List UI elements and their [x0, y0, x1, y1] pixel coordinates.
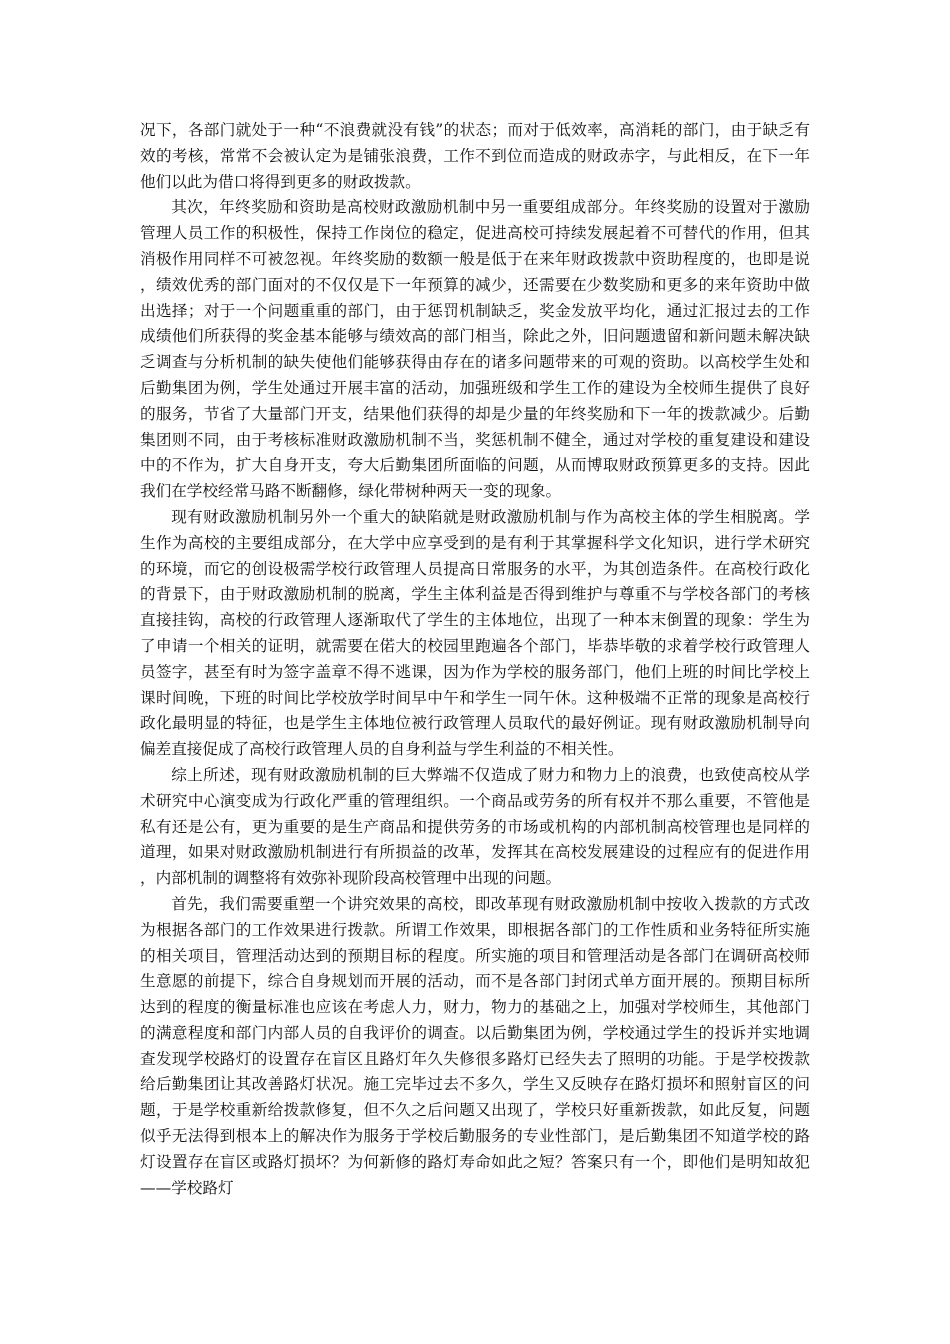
- paragraph-reform-first: 首先，我们需要重塑一个讲究效果的高校，即改革现有财政激励机制中按收入拨款的方式改为根据各部门的工作效果进行拨款。所谓工作效果，即根据各部门的工作性质和业务特征所实施的相关项目，管理活动达到的预期目标的程度。所实施的项目和管理活动是各部门在调研高校师生意愿的前提下，综合自身规划而开展的活动，而不是各部门封闭式单方面开展的。预期目标所达到的程度的衡量标准也应该在考虑人力，财力，物力的基础之上，加强对学校师生，其他部门的满意程度和部门内部人员的自我评价的调查。以后勤集团为例，学校通过学生的投诉并实地调查发现学校路灯的设置存在盲区且路灯年久失修很多路灯已经失去了照明的功能。于是学校拨款给后勤集团让其改善路灯状况。施工完毕过去不多久，学生又反映存在路灯损坏和照射盲区的问题，于是学校重新给拨款修复，但不久之后问题又出现了，学校只好重新拨款，如此反复，问题似乎无法得到根本上的解决作为服务于学校后勤服务的专业性部门，是后勤集团不知道学校的路灯设置存在盲区或路灯损坏？为何新修的路灯寿命如此之短？答案只有一个，即他们是明知故犯——学校路灯: [140, 894, 810, 1197]
- document-body: [140, 118, 810, 1201]
- paragraph-summary: 综上所述，现有财政激励机制的巨大弊端不仅造成了财力和物力上的浪费，也致使高校从学术研究中心演变成为行政化严重的管理组织。一个商品或劳务的所有权并不那么重要，不管他是私有还是公有，更为重要的是生产商品和提供劳务的市场或机构的内部机制高校管理也是同样的道理，如果对财政激励机制进行有所损益的改革，发挥其在高校发展建设的过程应有的促进作用，内部机制的调整将有效弥补现阶段高校管理中出现的问题。: [140, 765, 810, 888]
- paragraph-year-end-awards: 其次，年终奖励和资助是高校财政激励机制中另一重要组成部分。年终奖励的设置对于激励管理人员工作的积极性，保持工作岗位的稳定，促进高校可持续发展起着不可替代的作用，但其消极作用同样不可被忽视。年终奖励的数额一般是低于在来年财政拨款中资助程度的，也即是说，绩效优秀的部门面对的不仅仅是下一年预算的减少，还需要在少数奖励和更多的来年资助中做出选择；对于一个问题重重的部门，由于惩罚机制缺乏，奖金发放平均化，通过汇报过去的工作成绩他们所获得的奖金基本能够与绩效高的部门相当，除此之外，旧问题遗留和新问题未解决缺乏调查与分析机制的缺失使他们能够获得由存在的诸多问题带来的可观的资助。以高校学生处和后勤集团为例，学生处通过开展丰富的活动，加强班级和学生工作的建设为全校师生提供了良好的服务，节省了大量部门开支，结果他们获得的却是少量的年终奖励和下一年的拨款减少。后勤集团则不同，由于考核标准财政激励机制不当，奖惩机制不健全，通过对学校的重复建设和建设中的不作为，扩大自身开支，夸大后勤集团所面临的问题，从而博取财政预算更多的支持。因此我们在学校经常马路不断翻修，绿化带树种两天一变的现象。: [140, 198, 810, 501]
- paragraph-student-detachment: 现有财政激励机制另外一个重大的缺陷就是财政激励机制与作为高校主体的学生相脱离。学生作为高校的主要组成部分，在大学中应享受到的是有利于其掌握科学文化知识，进行学术研究的环境，而它的创设极需学校行政管理人员提高日常服务的水平，为其创造条件。在高校行政化的背景下，由于财政激励机制的脱离，学生主体利益是否得到维护与尊重不与学校各部门的考核直接挂钩，高校的行政管理人逐渐取代了学生的主体地位，出现了一种本末倒置的现象：学生为了申请一个相关的证明，就需要在偌大的校园里跑遍各个部门，毕恭毕敬的求着学校行政管理人员签字，甚至有时为签字盖章不得不逃课，因为作为学校的服务部门，他们上班的时间比学校上课时间晚，下班的时间比学校放学时间早中午和学生一同午休。这种极端不正常的现象是高校行政化最明显的特征，也是学生主体地位被行政管理人员取代的最好例证。现有财政激励机制导向偏差直接促成了高校行政管理人员的自身利益与学生利益的不相关性。: [140, 507, 810, 759]
- paragraph-continuation: 况下，各部门就处于一种“不浪费就没有钱”的状态；而对于低效率，高消耗的部门，由于缺乏有效的考核，常常不会被认定为是铺张浪费，工作不到位而造成的财政赤字，与此相反，在下一年他们以此为借口将得到更多的财政拨款。: [140, 121, 810, 191]
